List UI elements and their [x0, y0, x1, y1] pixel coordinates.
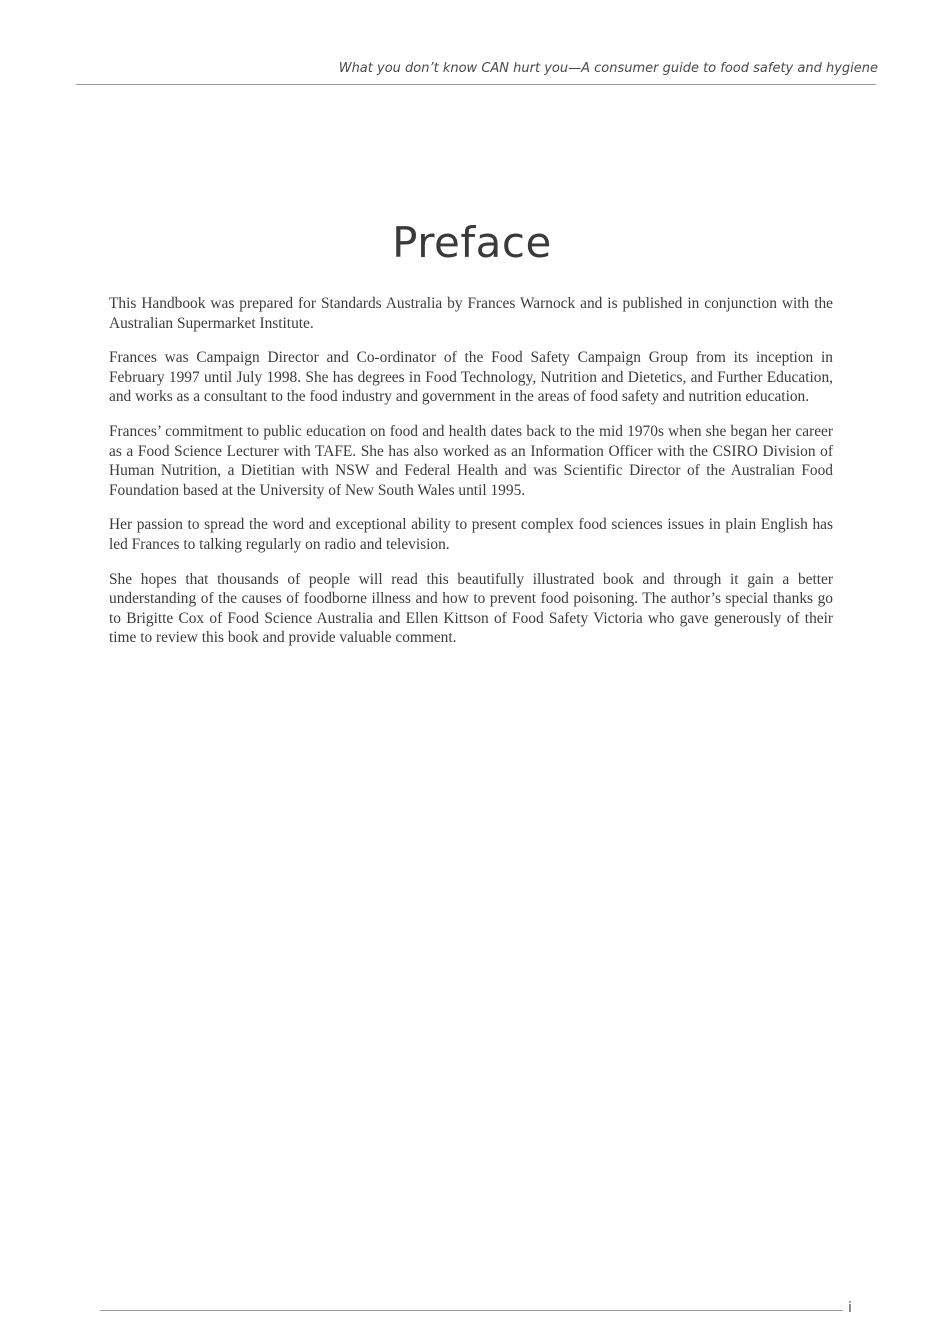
paragraph: Frances’ commitment to public education on food and health dates back to the mid 1970s when she began her career as a Food Science Lecturer with TAFE. She has also worked as an Information Officer with the CSIRO Division of Human Nutrition, a Dietitian with NSW and Federal Health and was Scientific Director of the Australian Food Foundation based at the University of New South Wales until 1995. [109, 422, 833, 499]
paragraph: Her passion to spread the word and exceptional ability to present complex food sciences issues in plain English has led Frances to talking regularly on radio and television. [109, 516, 833, 553]
page-number: i [848, 1300, 852, 1316]
page-title: Preface [392, 218, 552, 267]
preface-body [109, 294, 833, 663]
paragraph: Frances was Campaign Director and Co-ordinator of the Food Safety Campaign Group from its inception in February 1997 until July 1998. She has degrees in Food Technology, Nutrition and Dietetics, and Further Education, and works as a consultant to the food industry and government in the areas of food safety and nutrition education. [109, 349, 833, 406]
paragraph: This Handbook was prepared for Standards Australia by Frances Warnock and is published in conjunction with the Australian Supermarket Institute. [109, 295, 833, 332]
header-divider [76, 84, 876, 85]
footer-divider [100, 1310, 843, 1311]
paragraph: She hopes that thousands of people will read this beautifully illustrated book and through it gain a better understanding of the causes of foodborne illness and how to prevent food poisoning. The author’s special thanks go to Brigitte Cox of Food Science Australia and Ellen Kittson of Food Safety Victoria who gave generously of their time to review this book and provide valuable comment. [109, 570, 833, 647]
running-header: What you don’t know CAN hurt you—A consumer guide to food safety and hygiene [338, 61, 878, 76]
